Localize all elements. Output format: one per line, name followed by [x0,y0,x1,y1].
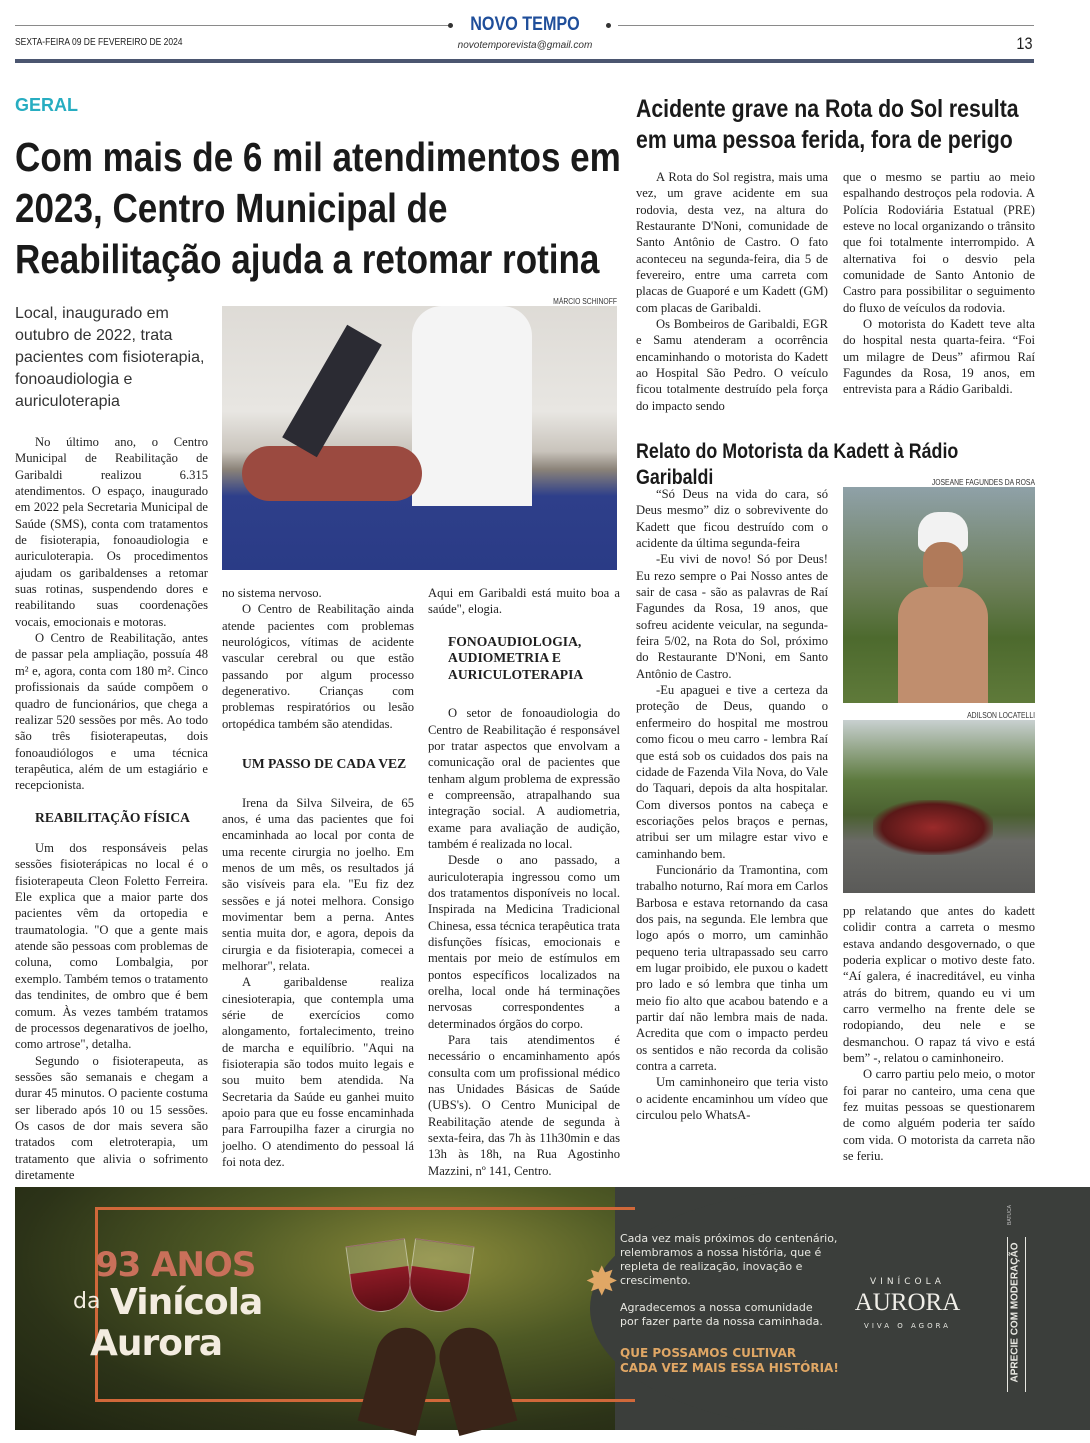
article-column-1 [15,434,208,1182]
paragraph: Segundo o fisioterapeuta, as sessões são semanais e chegam a durar 45 minutos. O paciente costuma ser liberado após 10 ou 15 sessões. Os casos de dor mais severa são tratados com eletroterapia, um tratamento que alivia o sofrimento diretamente [15,1053,208,1182]
disclaimer: APRECIE COM MODERAÇÃO [1009,1242,1021,1383]
rehabilitation-photo [222,306,617,570]
paragraph: O motorista do Kadett teve alta do hospital nesta quarta-feira. “Foi um milagre de Deus” afirmou Raí Fagundes da Rosa, 19 anos, em entrevista para a Rádio Garibaldi. [843,317,1035,397]
masthead-divider [15,59,1034,63]
driver-photo [843,487,1035,703]
masthead-rule-left [15,25,450,26]
paragraph: O setor de fonoaudiologia do Centro de Reabilitação é responsável por tratar aspectos que envolvam a comunicação oral de pacientes que tenham algum problema de expressão e compreensão, atrapalhando sua integração social. A audiometria, exame para avaliação de audição, também é realizada no local. [428,706,620,851]
paragraph: -Eu apaguei e tive a certeza da proteção de Deus, quando o enfermeiro do hospital me mostrou como ficou o meu carro - lembra Raí que está sob os cuidados dos pais na cidade de Fazenda Vila Nova, do Vale do Taquari, depois da alta hospitalar. Com diversos pontos na cabeça e escoriações pelos braços e pernas, atribui ser um milagre estar vivo e caminhando bem. [636,683,828,861]
sparkle-icon: ✸ [585,1259,619,1304]
paragraph: O Centro de Reabilitação, antes de passar pela ampliação, possuía 48 m² e, agora, conta com 180 m². Cinco profissionais da saúde compõem o quadro de funcionários, que chega a realizar 520 sessões por mês. Ao todo são três fisioterapeutas, dois fonoaudiólogos e uma técnica terapêutica, além de um estagiário e recepcionista. [15,631,208,793]
paragraph: A garibaldense realiza cinesioterapia, que contempla uma série de exercícios como alongamento, fortalecimento, treino de marcha e equilíbrio. "Aqui na fisioterapia são todos muito legais e sou muito bem atendida. Na Secretaria da Saúde eu ganhei muito apoio para que eu fosse encaminhada para Farroupilha fazer a cirurgia no joelho. O atendimento do pessoal lá foi nota dez. [222,975,414,1170]
page-number: 13 [1016,34,1033,53]
article-column [636,486,828,1171]
article-headline: Relato do Motorista da Kadett à Rádio Garibaldi [636,440,959,489]
paragraph: Desde o ano passado, a auriculoterapia ingressou como um dos tratamentos disponíveis no local. Inspirada na Medicina Tradicional Chinesa, essa técnica terapêutica trata disfunções físicas, emocionais e mentais por meio de estímulos em pontos específicos localizados na orelha, local onde há terminações nervosas correspondentes a determinados órgãos do corpo. [428,853,620,1031]
ad-title-da: da [73,1289,101,1314]
article-subhead: Local, inaugurado em outubro de 2022, trata pacientes com fisioterapia, fonoaudiologia e auriculoterapia [15,305,205,410]
masthead-dot [606,23,611,28]
newspaper-brand: NOVO TEMPO [470,14,580,35]
patient-leg [282,325,382,458]
paragraph: Para tais atendimentos é necessário o encaminhamento após consulta com um profissional médico nas Unidades Básicas de Saúde (UBS's). O Centro Municipal de Reabilitação atende de segunda à sexta-feira, das 7h às 11h30min e das 13h às 18h, na Rua Agostinho Mazzini, nº 141, Centro. [428,1033,620,1178]
ad-title-vinicola: Vinícola [110,1282,263,1323]
photo-credit: ADILSON LOCATELLI [967,711,1035,720]
paragraph: No último ano, o Centro Municipal de Reabilitação de Garibaldi realizou 6.315 atendimentos. O espaço, inaugurado em 2022 pela Secretaria Municipal de Saúde (SMS), conta com tratamentos de fisioterapia, fonoaudiologia e auriculoterapia. Os procedimentos ajudam os garibaldenses a retomar suas rotinas, suspendendo dores e reabilitando suas coordenações vocais, emocionais e motoras. [15,435,208,629]
logo-tagline: VIVA O AGORA [864,1322,951,1330]
photo-credit: JOSEANE FAGUNDES DA ROSA [931,478,1035,487]
paragraph: Funcionário da Tramontina, com trabalho noturno, Raí mora em Carlos Barbosa e estava retornando da casa dos pais, na segunda. Ele lembra que logo após o morro, um caminhão pequeno teria ultrapassado seu carro em lugar proibido, ele puxou o kadett pro lado e só lembra que tinha um meio fio alto que acabou batendo e a partir daí não lembra mais de nada. Acredita que com o impacto perdeu os sentidos e não recorda da colisão contra a carreta. [636,862,828,1074]
logo-top: VINÍCOLA [870,1277,945,1287]
paragraph: O carro partiu pelo meio, o motor foi parar no canteiro, uma cena que fez muitas pessoas se questionarem de como alguém poderia ter saído com vida. O motorista da carreta não se feriu. [843,1067,1035,1164]
paragraph: A Rota do Sol registra, mais uma vez, um grave acidente em sua rodovia, desta vez, na altura do Restaurante D'Noni, comunidade de Santo Antônio de Castro. O fato aconteceu na segunda-feira, dia 5 de fevereiro, entre uma carreta com placas de Guaporé e um Kadett (GM) com placas de Garibaldi. [636,170,828,315]
aurora-logo: AURORA [854,1289,961,1316]
wrecked-car-photo [843,720,1035,893]
article-column-2 [222,585,414,1170]
issue-date: SEXTA-FEIRA 09 DE FEVEREIRO DE 2024 [15,37,183,48]
paragraph: -Eu vivi de novo! Só por Deus! Eu rezo sempre o Pai Nosso antes de sair de casa - são as palavras de Raí Fagundes da Rosa, 19 anos, que sofreu acidente veicular, na segunda-feira 5/02, na Rota do Sol, próximo do Restaurante D'Noni, em Santo Antônio de Castro. [636,552,828,681]
ad-title-years: 93 ANOS [95,1245,256,1285]
paragraph: Um caminhoneiro que teria visto o acidente encaminhou um vídeo que circulou pelo WhatsA- [636,1075,828,1123]
article-column [843,169,1035,421]
paragraph: pp relatando que antes do kadett colidir contra a carreta o mesmo estava andando desgovernado, o que poderia explicar o motivo deste fato. “Aí galera, é inacreditável, eu vinha atrás do bitrem, quando eu vi um carro vermelho na frente dele se rodopiando, deu nele e se desmanchou. O rapaz tá vivo e está bem” -, relatou o caminhoneiro. [843,904,1035,1066]
paragraph: Um dos responsáveis pelas sessões fisioterápicas no local é o fisioterapeuta Cleon Foletto Ferreira. Ele explica que a maior parte dos pacientes vêm da ortopedia e traumatologia. "O que a gente mais atende são pessoas com problemas de coluna, como Lombalgia, por exemplo. Também temos o tratamento das tendinites, de ombro que é bem comum. Às vezes também tratamos de processos degenarativos de joelho, como artrose", detalha. [15,841,208,1052]
ad-cta-line2: CADA VEZ MAIS ESSA HISTÓRIA! [620,1361,839,1375]
paragraph: que o mesmo se partiu ao meio espalhando destroços pela rodovia. A Polícia Rodoviária Estatual (PRE) esteve no local organizando o trânsito que foi totalmente interrompido. A alternativa foi o desvio pela comunidade de Santo Antonio de Castro para possibilitar o seguimento do fluxo de veículos da rodovia. [843,170,1035,315]
article-headline: Com mais de 6 mil atendimentos em 2023, Centro Municipal de Reabilitação ajuda a retomar rotina [15,134,621,282]
article-headline: Acidente grave na Rota do Sol resulta em uma pessoa ferida, fora de perigo [636,95,1019,154]
article-column [843,903,1035,1171]
paragraph: Os Bombeiros de Garibaldi, EGR e Samu atenderam a ocorrência encaminhando o motorista do Kadett ao Hospital São Pedro. O veículo ficou totalmente destruído pela força do impacto sendo [636,317,828,413]
paragraph: O Centro de Reabilitação ainda atende pacientes com problemas neurológicos, vítimas de acidente vascular cerebral ou que estão passando por algum processo degenerativo. Crianças com problemas respiratórios ou lesão ortopédica também são atendidas. [222,602,414,731]
ad-text-thanks: Agradecemos a nossa comunidade por fazer parte da nossa caminhada. [620,1301,823,1328]
subheading: UM PASSO DE CADA VEZ [242,756,407,772]
photo-credit: MÁRCIO SCHINOFF [553,297,617,306]
paragraph: Irena da Silva Silveira, de 65 anos, é uma das pacientes que foi encaminhada ao local por conta de uma recente cirurgia no joelho. Em menos de um mês, os resultados já são visíveis para ela. "Eu fiz dez sessões e já notei melhora. Consigo movimentar bem a perna. Antes sentia muita dor, e agora, depois da cirurgia e da fisioterapia, comecei a melhorar", relata. [222,795,414,974]
paragraph: no sistema nervoso. [222,586,322,600]
paragraph: “Só Deus na vida do cara, só Deus mesmo” diz o sobrevivente do Kadett que ficou destruído com o acidente da última segunda-feira [636,487,828,551]
divider [1007,1237,1008,1392]
ad-cta-line1: QUE POSSAMOS CULTIVAR [620,1346,797,1360]
torso [898,587,988,703]
car-wreck [873,800,993,855]
patient-figure [242,446,422,501]
contact-email[interactable]: novotemporevista@gmail.com [457,40,593,51]
masthead-rule-right [618,25,1034,26]
divider [1025,1237,1026,1392]
subheading: FONOAUDIOLOGIA, AUDIOMETRIA E AURICULOTERAPIA [448,633,584,682]
subheading: REABILITAÇÃO FÍSICA [35,809,190,825]
article-column [636,169,828,421]
ad-title-aurora: Aurora [90,1323,223,1364]
article-column-3 [428,585,620,1178]
paragraph: Aqui em Garibaldi está muito boa a saúde", elogia. [428,586,620,617]
section-label: GERAL [15,95,78,115]
agency-credit: BATUCA [1006,1205,1013,1225]
face [923,542,963,592]
ad-text-history: Cada vez mais próximos do centenário, relembramos a nossa história, que é repleta de realização, inovação e crescimento. [620,1232,838,1287]
therapist-figure [412,306,532,506]
advertisement-banner[interactable] [15,1187,1034,1430]
